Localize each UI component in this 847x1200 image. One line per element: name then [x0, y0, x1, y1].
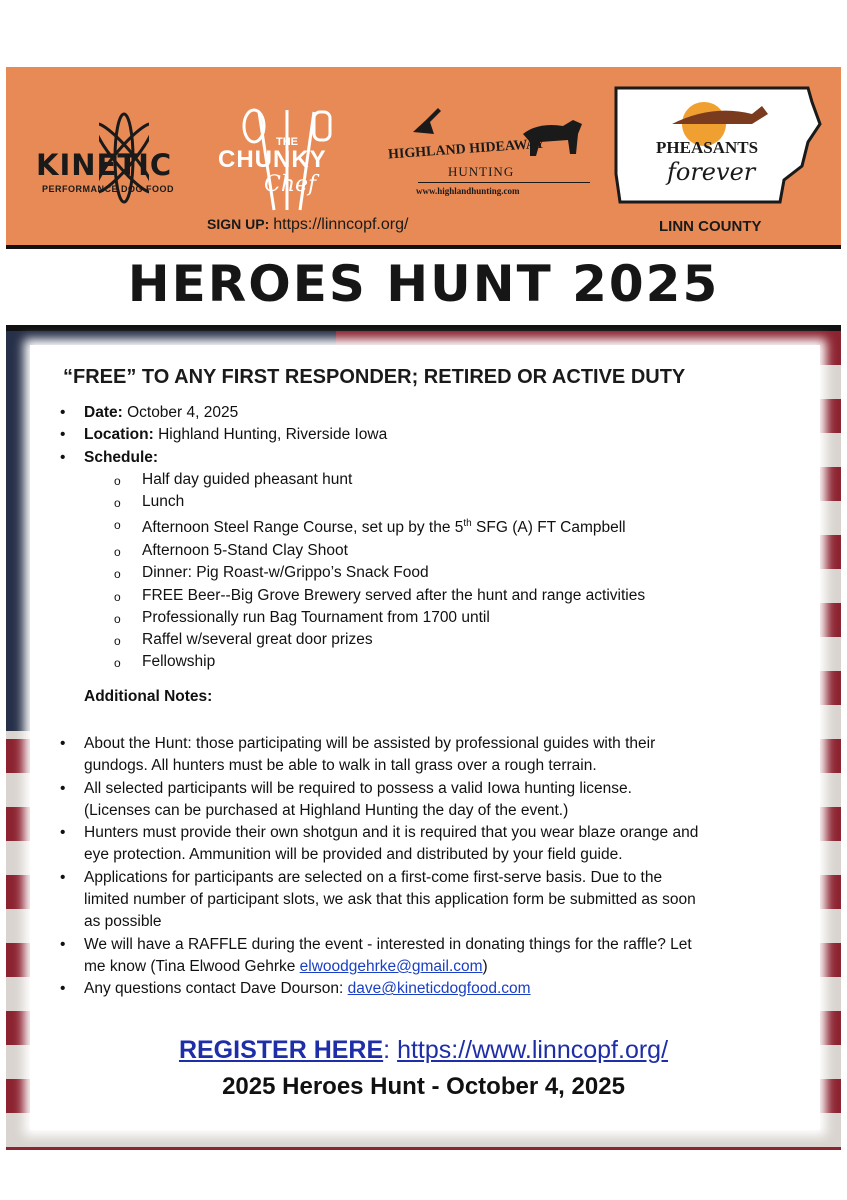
details-list [60, 402, 760, 674]
chunky-chef-script: Chef [264, 172, 317, 197]
note-item: • About the Hunt: those participating will be assisted by professional guides with their gundogs. All hunters must be able to walk in tall grass over a rough terrain. [60, 733, 700, 778]
kinetic-wordmark: KINETIC [36, 148, 173, 182]
schedule-entry-tail: SFG (A) FT Campbell [471, 519, 626, 537]
register-link[interactable]: REGISTER HERE [178, 1036, 384, 1064]
date-label: Date: [84, 404, 123, 421]
location-item [60, 424, 760, 446]
schedule-entry [114, 513, 760, 539]
contact-email-link[interactable]: dave@kineticdogfood.com [347, 980, 531, 998]
notes-title: Additional Notes: [84, 688, 213, 705]
chunky-wordmark: CHUNKY [218, 146, 327, 173]
location-value: Highland Hunting, Riverside Iowa [158, 426, 388, 444]
event-title: HEROES HUNT 2025 [127, 255, 720, 313]
highland-divider [418, 182, 590, 183]
schedule-entry: o Afternoon 5-Stand Clay Shoot [114, 540, 760, 562]
ordinal-suffix: th [463, 518, 472, 530]
pheasants-forever-logo [612, 84, 824, 244]
pheasant-silhouette-icon [408, 102, 448, 142]
register-line [0, 1036, 847, 1065]
schedule-list [114, 469, 760, 674]
headline: “FREE” TO ANY FIRST RESPONDER; RETIRED OR ACTIVE DUTY [63, 366, 686, 388]
note-item: • Hunters must provide their own shotgun and it is required that you wear blaze orange and eye protection. Ammunition will be provided and distributed by your field guide. [60, 822, 700, 867]
chunky-the: THE [276, 136, 298, 148]
pf-tagline: forever [667, 158, 756, 186]
date-value: October 4, 2025 [127, 404, 239, 421]
schedule-entry: o FREE Beer--Big Grove Brewery served after the hunt and range activities [114, 585, 760, 607]
schedule-entry: o Fellowship [114, 651, 760, 673]
schedule-entry-text: Afternoon Steel Range Course, set up by the 5 [142, 519, 464, 537]
schedule-entry: o Raffel w/several great door prizes [114, 629, 760, 651]
schedule-label: Schedule: [84, 448, 159, 466]
date-item [60, 402, 760, 424]
schedule-entry: o Professionally run Bag Tournament from 1700 until [114, 607, 760, 629]
note-item: • All selected participants will be required to possess a valid Iowa hunting license. (Licenses can be purchased at Highland Hunting the day of the event.) [60, 778, 700, 823]
raffle-text: We will have a RAFFLE during the event - interested in donating things for the raffle? Let me know (Tina Elwood Gehrke [84, 935, 692, 975]
pf-wordmark: PHEASANTS [656, 138, 759, 157]
pf-county: LINN COUNTY [659, 218, 762, 235]
highland-url: www.highlandhunting.com [416, 186, 520, 196]
signup-url[interactable]: https://linncopf.org/ [273, 216, 409, 233]
highland-sub: HUNTING [448, 164, 515, 179]
schedule-entry: o Lunch [114, 491, 760, 513]
signup-label: SIGN UP: [207, 216, 270, 232]
location-label: Location: [84, 426, 154, 444]
kinetic-tagline: PERFORMANCE DOG FOOD [42, 184, 175, 194]
highland-hideaway-logo [388, 100, 603, 205]
schedule-entry: o Dinner: Pig Roast-w/Grippo’s Snack Food [114, 562, 760, 584]
schedule-item [60, 447, 760, 674]
note-item [60, 978, 700, 1000]
kinetic-logo [36, 108, 211, 208]
raffle-email-link[interactable]: elwoodgehrke@gmail.com [299, 957, 483, 975]
register-colon: : [383, 1036, 398, 1064]
raffle-tail: ) [482, 957, 488, 975]
note-item [60, 934, 700, 979]
note-item: • Applications for participants are selected on a first-come first-serve basis. Due to the limited number of participant slots, we ask that this application form be submitted as soon as possible [60, 867, 700, 934]
register-url-link[interactable]: https://www.linncopf.org/ [397, 1036, 669, 1064]
footer-line: 2025 Heroes Hunt - October 4, 2025 [222, 1073, 625, 1100]
notes-list [60, 733, 700, 1001]
highland-name: HIGHLAND HIDEAWAY [387, 136, 546, 163]
contact-text: Any questions contact Dave Dourson: [84, 980, 348, 998]
chunky-chef-logo [214, 106, 364, 216]
signup-line [207, 216, 408, 234]
schedule-entry: o Half day guided pheasant hunt [114, 469, 760, 491]
